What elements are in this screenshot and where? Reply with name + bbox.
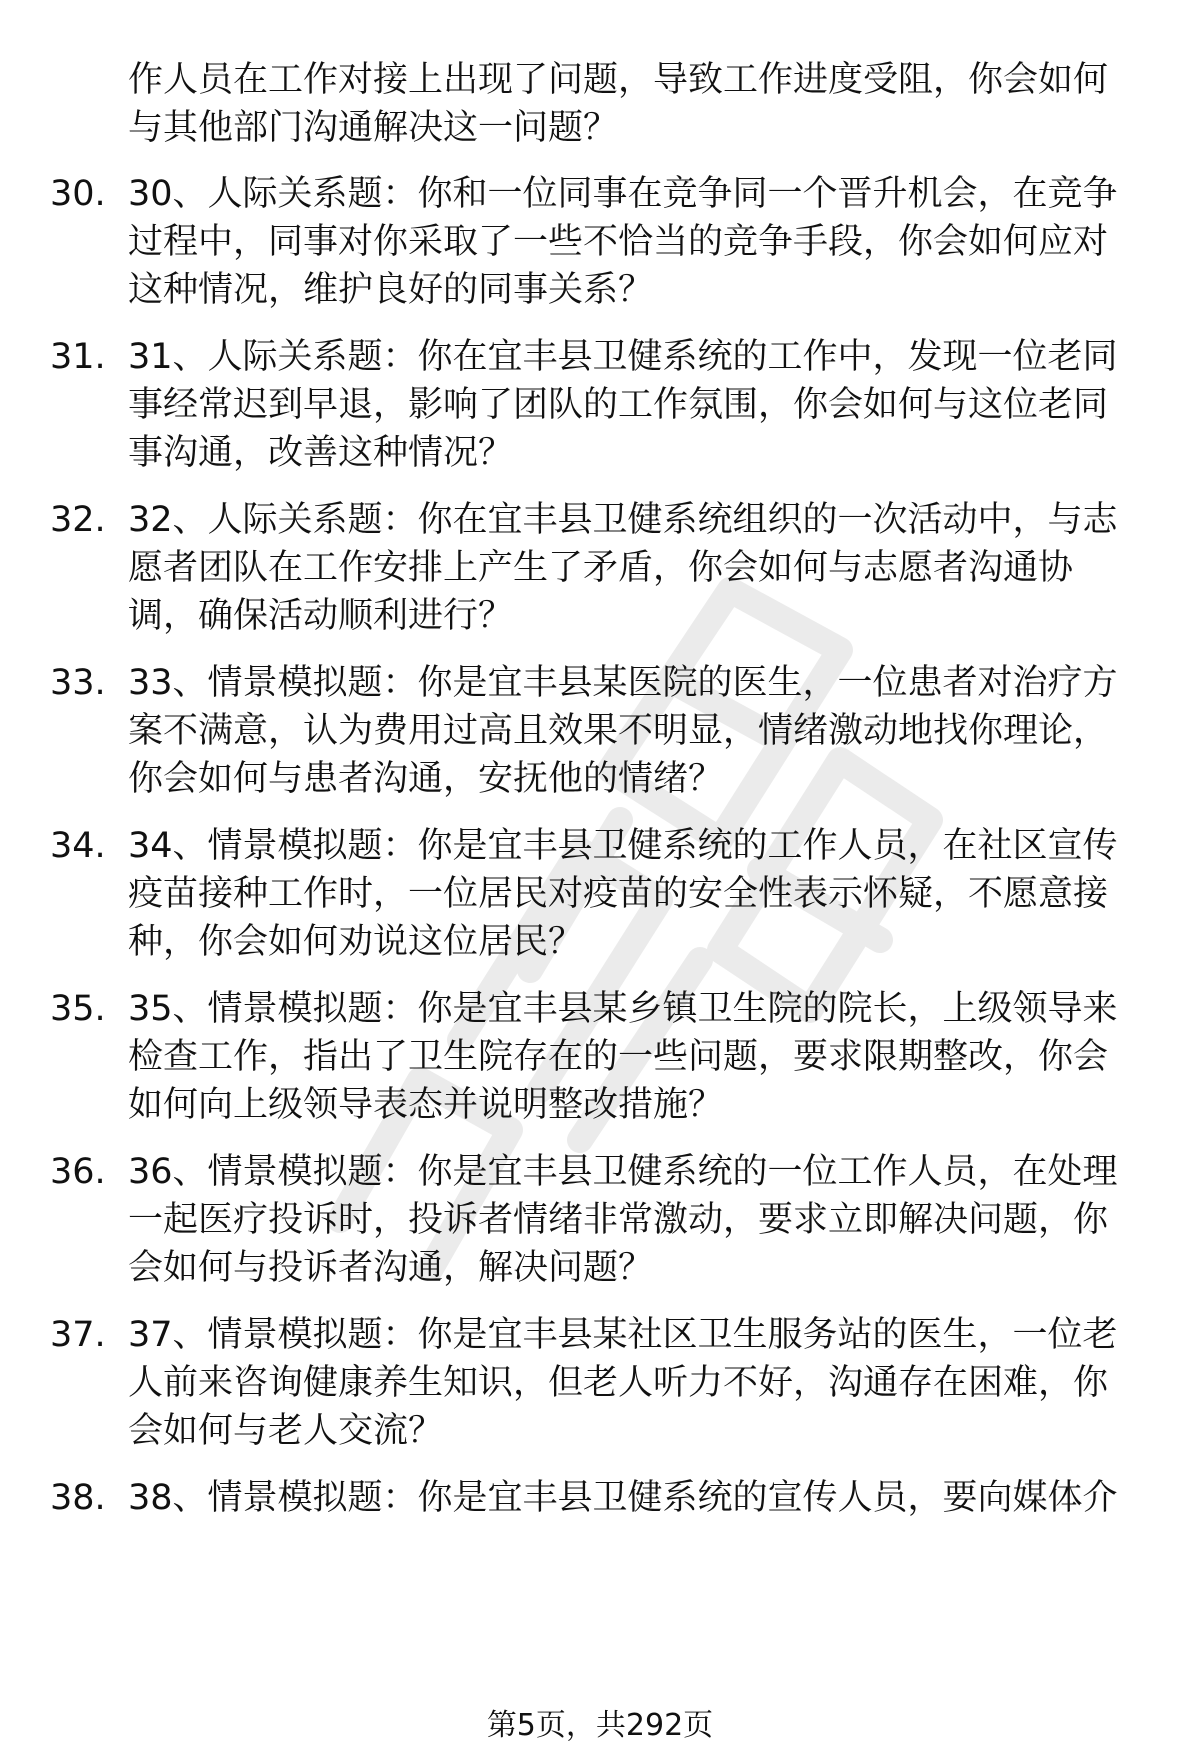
- item-number: 30.: [50, 174, 106, 214]
- text-line: 过程中，同事对你采取了一些不恰当的竞争手段，你会如何应对: [128, 222, 1109, 262]
- text-line: 检查工作，指出了卫生院存在的一些问题，要求限期整改，你会: [128, 1037, 1109, 1077]
- question-text: [128, 822, 1148, 966]
- text-line: 32、人际关系题：你在宜丰县卫健系统组织的一次活动中，与志: [128, 500, 1118, 540]
- text-line: 愿者团队在工作安排上产生了矛盾，你会如何与志愿者沟通协: [128, 548, 1074, 588]
- text-line: 这种情况，维护良好的同事关系？: [128, 270, 654, 310]
- text-line: 34、情景模拟题：你是宜丰县卫健系统的工作人员，在社区宣传: [128, 826, 1118, 866]
- text-line: 会如何与投诉者沟通，解决问题？: [128, 1248, 654, 1288]
- text-line: 35、情景模拟题：你是宜丰县某乡镇卫生院的院长，上级领导来: [128, 989, 1118, 1029]
- text-line: 作人员在工作对接上出现了问题，导致工作进度受阻，你会如何: [128, 60, 1109, 100]
- question-text: [128, 1148, 1148, 1292]
- text-line: 30、人际关系题：你和一位同事在竞争同一个晋升机会，在竞争: [128, 174, 1118, 214]
- text-line: 事经常迟到早退，影响了团队的工作氛围，你会如何与这位老同: [128, 385, 1109, 425]
- question-text: [128, 496, 1148, 640]
- text-line: 人前来咨询健康养生知识，但老人听力不好，沟通存在困难，你: [128, 1363, 1109, 1403]
- text-line: 与其他部门沟通解决这一问题？: [128, 108, 619, 148]
- question-text: [128, 333, 1148, 477]
- text-line: 会如何与老人交流？: [128, 1411, 444, 1451]
- text-line: 33、情景模拟题：你是宜丰县某医院的医生，一位患者对治疗方: [128, 663, 1118, 703]
- question-text: [128, 985, 1148, 1129]
- text-line: 事沟通，改善这种情况？: [128, 433, 514, 473]
- text-line: 种，你会如何劝说这位居民？: [128, 922, 584, 962]
- question-text: [128, 1474, 1148, 1522]
- text-line: 疫苗接种工作时，一位居民对疫苗的安全性表示怀疑，不愿意接: [128, 874, 1109, 914]
- continuation-paragraph: [128, 56, 1148, 152]
- item-number: 38.: [50, 1478, 106, 1518]
- text-line: 31、人际关系题：你在宜丰县卫健系统的工作中，发现一位老同: [128, 337, 1118, 377]
- text-line: 37、情景模拟题：你是宜丰县某社区卫生服务站的医生，一位老: [128, 1315, 1118, 1355]
- item-number: 31.: [50, 337, 106, 377]
- question-text: [128, 659, 1148, 803]
- text-line: 调，确保活动顺利进行？: [128, 596, 514, 636]
- text-line: 38、情景模拟题：你是宜丰县卫健系统的宣传人员，要向媒体介: [128, 1478, 1118, 1518]
- question-text: [128, 1311, 1148, 1455]
- page-footer: 第5页，共292页: [486, 1708, 714, 1743]
- item-number: 37.: [50, 1315, 106, 1355]
- item-number: 33.: [50, 663, 106, 703]
- item-number: 36.: [50, 1152, 106, 1192]
- text-line: 案不满意，认为费用过高且效果不明显，情绪激动地找你理论，: [128, 711, 1109, 751]
- item-number: 35.: [50, 989, 106, 1029]
- text-line: 一起医疗投诉时，投诉者情绪非常激动，要求立即解决问题，你: [128, 1200, 1109, 1240]
- item-number: 34.: [50, 826, 106, 866]
- question-text: [128, 170, 1148, 314]
- text-line: 如何向上级领导表态并说明整改措施？: [128, 1085, 724, 1125]
- text-line: 你会如何与患者沟通，安抚他的情绪？: [128, 759, 724, 799]
- item-number: 32.: [50, 500, 106, 540]
- text-line: 36、情景模拟题：你是宜丰县卫健系统的一位工作人员，在处理: [128, 1152, 1118, 1192]
